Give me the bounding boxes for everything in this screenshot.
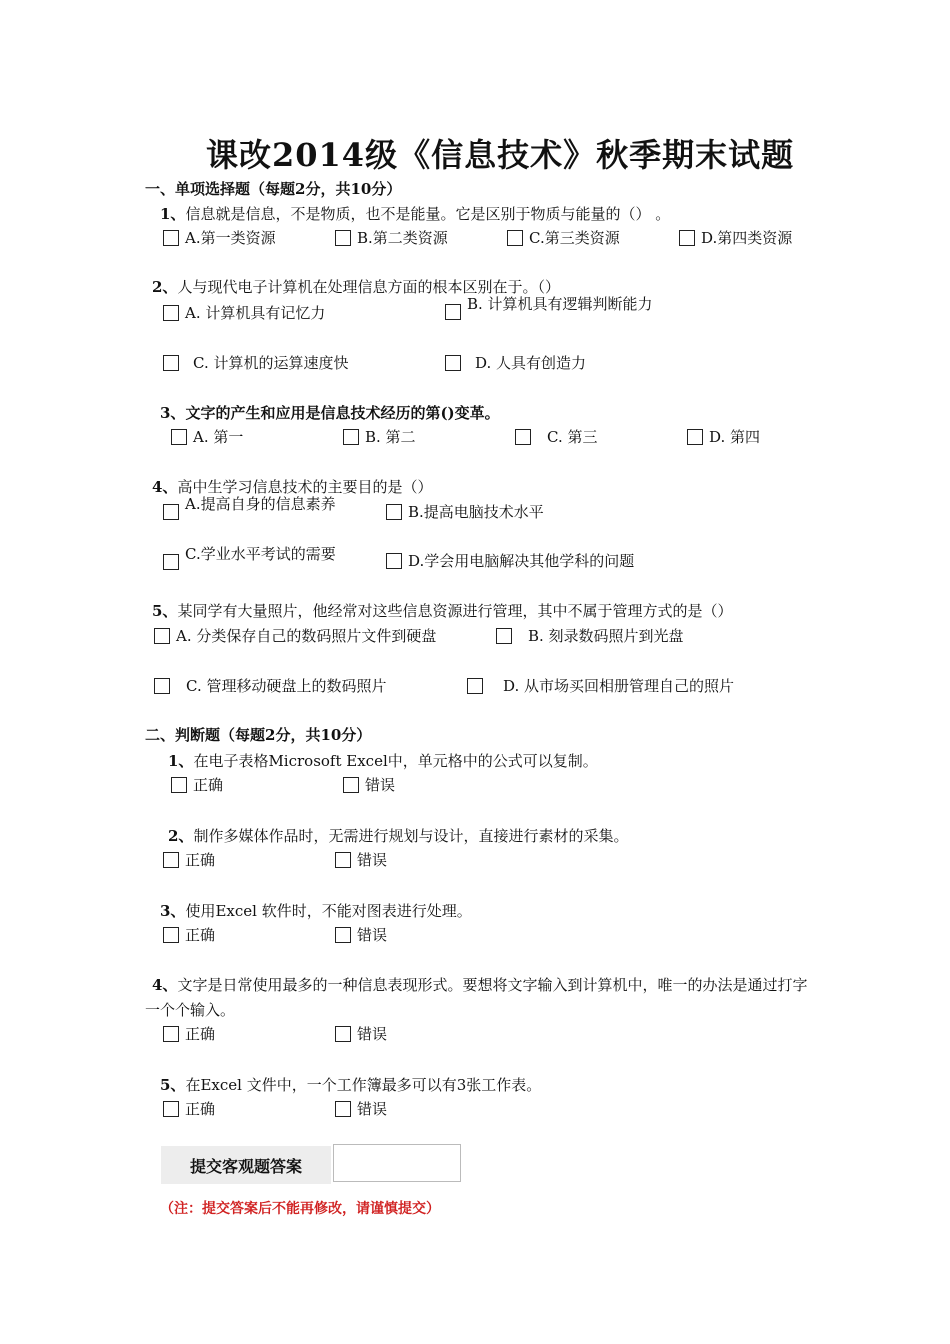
judge-5-true[interactable]: 正确 bbox=[163, 1101, 215, 1117]
submit-answer-field[interactable] bbox=[333, 1144, 461, 1182]
checkbox[interactable] bbox=[163, 230, 179, 246]
checkbox[interactable] bbox=[386, 504, 402, 520]
checkbox[interactable] bbox=[163, 305, 179, 321]
judge-3-true[interactable]: 正确 bbox=[163, 927, 215, 943]
q2-option-d[interactable]: D. 人具有创造力 bbox=[445, 355, 586, 371]
q3-option-c[interactable]: C. 第三 bbox=[515, 429, 597, 445]
q2-option-b[interactable]: B. 计算机具有逻辑判断能力 bbox=[445, 296, 677, 320]
question-1-text: 1、信息就是信息，不是物质，也不是能量。它是区别于物质与能量的（） 。 bbox=[160, 205, 671, 223]
q4-option-a[interactable]: A.提高自身的信息素养 bbox=[163, 496, 355, 520]
checkbox[interactable] bbox=[445, 304, 461, 320]
judge-2-false[interactable]: 错误 bbox=[335, 852, 387, 868]
checkbox[interactable] bbox=[163, 852, 179, 868]
checkbox[interactable] bbox=[163, 1026, 179, 1042]
judge-3-text: 3、使用Excel 软件时，不能对图表进行处理。 bbox=[160, 902, 472, 920]
checkbox[interactable] bbox=[154, 628, 170, 644]
checkbox[interactable] bbox=[335, 927, 351, 943]
question-4-text: 4、高中生学习信息技术的主要目的是（） bbox=[152, 478, 433, 496]
checkbox[interactable] bbox=[515, 429, 531, 445]
checkbox[interactable] bbox=[679, 230, 695, 246]
checkbox[interactable] bbox=[343, 777, 359, 793]
q1-option-d[interactable]: D.第四类资源 bbox=[679, 230, 792, 246]
checkbox[interactable] bbox=[687, 429, 703, 445]
judge-1-false[interactable]: 错误 bbox=[343, 777, 395, 793]
q5-option-a[interactable]: A. 分类保存自己的数码照片文件到硬盘 bbox=[154, 628, 436, 644]
checkbox[interactable] bbox=[163, 504, 179, 520]
checkbox[interactable] bbox=[507, 230, 523, 246]
q1-option-a[interactable]: A.第一类资源 bbox=[163, 230, 276, 246]
judge-1-true[interactable]: 正确 bbox=[171, 777, 223, 793]
submit-answers-button[interactable]: 提交客观题答案 bbox=[161, 1146, 331, 1184]
q3-option-d[interactable]: D. 第四 bbox=[687, 429, 760, 445]
q3-option-b[interactable]: B. 第二 bbox=[343, 429, 416, 445]
q4-option-b[interactable]: B.提高电脑技术水平 bbox=[386, 504, 544, 520]
question-3-text: 3、文字的产生和应用是信息技术经历的第()变革。 bbox=[160, 404, 500, 422]
checkbox[interactable] bbox=[171, 429, 187, 445]
judge-5-false[interactable]: 错误 bbox=[335, 1101, 387, 1117]
q2-option-a[interactable]: A. 计算机具有记忆力 bbox=[163, 305, 325, 321]
checkbox[interactable] bbox=[154, 678, 170, 694]
checkbox[interactable] bbox=[163, 1101, 179, 1117]
judge-4-true[interactable]: 正确 bbox=[163, 1026, 215, 1042]
q5-option-c[interactable]: C. 管理移动硬盘上的数码照片 bbox=[154, 678, 386, 694]
judge-5-text: 5、在Excel 文件中，一个工作簿最多可以有3张工作表。 bbox=[160, 1076, 542, 1094]
checkbox[interactable] bbox=[386, 553, 402, 569]
checkbox[interactable] bbox=[335, 1101, 351, 1117]
checkbox[interactable] bbox=[163, 554, 179, 570]
section2-heading: 二、判断题（每题2分，共10分） bbox=[145, 726, 372, 744]
section1-heading: 一、单项选择题（每题2分，共10分） bbox=[145, 180, 402, 198]
checkbox[interactable] bbox=[171, 777, 187, 793]
q3-option-a[interactable]: A. 第一 bbox=[171, 429, 243, 445]
judge-4-false[interactable]: 错误 bbox=[335, 1026, 387, 1042]
checkbox[interactable] bbox=[445, 355, 461, 371]
submit-warning-note: （注：提交答案后不能再修改，请谨慎提交） bbox=[160, 1201, 440, 1217]
question-2-text: 2、人与现代电子计算机在处理信息方面的根本区别在于。（） bbox=[152, 278, 560, 296]
judge-3-false[interactable]: 错误 bbox=[335, 927, 387, 943]
q4-option-d[interactable]: D.学会用电脑解决其他学科的问题 bbox=[386, 553, 634, 569]
judge-2-true[interactable]: 正确 bbox=[163, 852, 215, 868]
checkbox[interactable] bbox=[496, 628, 512, 644]
judge-1-text: 1、在电子表格Microsoft Excel中，单元格中的公式可以复制。 bbox=[168, 752, 598, 770]
checkbox[interactable] bbox=[335, 230, 351, 246]
q1-option-b[interactable]: B.第二类资源 bbox=[335, 230, 448, 246]
page-title: 课改2014级《信息技术》秋季期末试题 bbox=[206, 136, 795, 174]
checkbox[interactable] bbox=[335, 1026, 351, 1042]
judge-2-text: 2、制作多媒体作品时，无需进行规划与设计，直接进行素材的采集。 bbox=[168, 827, 629, 845]
q5-option-d[interactable]: D. 从市场买回相册管理自己的照片 bbox=[467, 678, 734, 694]
checkbox[interactable] bbox=[343, 429, 359, 445]
q2-option-c[interactable]: C. 计算机的运算速度快 bbox=[163, 355, 348, 371]
checkbox[interactable] bbox=[163, 927, 179, 943]
judge-4-text: 4、文字是日常使用最多的一种信息表现形式。要想将文字输入到计算机中，唯一的办法是通过打字 bbox=[152, 976, 808, 994]
q4-option-c[interactable]: C.学业水平考试的需要 bbox=[163, 546, 355, 570]
question-5-text: 5、某同学有大量照片，他经常对这些信息资源进行管理，其中不属于管理方式的是（） bbox=[152, 602, 733, 620]
checkbox[interactable] bbox=[335, 852, 351, 868]
q1-option-c[interactable]: C.第三类资源 bbox=[507, 230, 620, 246]
checkbox[interactable] bbox=[163, 355, 179, 371]
judge-4-text-continued: 一个个输入。 bbox=[145, 1001, 236, 1019]
q5-option-b[interactable]: B. 刻录数码照片到光盘 bbox=[496, 628, 684, 644]
checkbox[interactable] bbox=[467, 678, 483, 694]
